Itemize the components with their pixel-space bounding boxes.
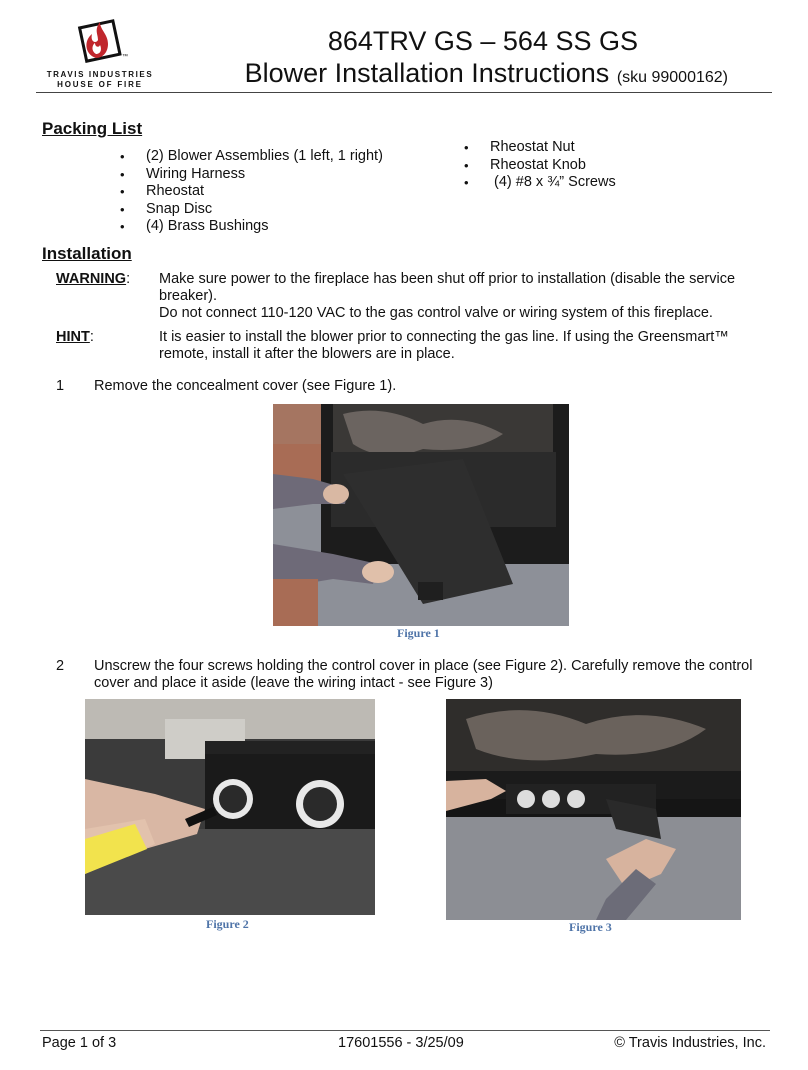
list-item: • (2) Blower Assemblies (1 left, 1 right): [146, 148, 383, 166]
hint-label: [56, 329, 94, 346]
logo-line1: TRAVIS INDUSTRIES: [46, 70, 154, 79]
list-item: • (4) #8 x ¾” Screws: [490, 174, 616, 192]
sku-number: (sku 99000162): [616, 69, 728, 86]
warning-line1: Make sure power to the fireplace has been shut off prior to installation (disable the service breaker).: [159, 271, 736, 304]
step-number: 1: [56, 378, 65, 394]
figure-2-caption: Figure 2: [206, 917, 249, 931]
subtitle-text: Blower Installation Instructions: [244, 58, 610, 88]
step-number: 2: [56, 658, 65, 674]
figure-1-photo: [273, 404, 569, 626]
hint-text: It is easier to install the blower prior to connecting the gas line. If using the Greensmart™ remote, install it after the blowers are in place.: [159, 329, 729, 362]
warning-colon: :: [126, 271, 131, 287]
document-number: 17601556 - 3/25/09: [338, 1035, 464, 1051]
hint-label-text: HINT: [56, 329, 90, 345]
header-divider: [36, 92, 772, 93]
logo-tm: ™: [122, 54, 128, 60]
copyright: © Travis Industries, Inc.: [614, 1035, 766, 1051]
step-text: Remove the concealment cover (see Figure 1).: [94, 378, 397, 394]
installation-heading: Installation: [42, 244, 132, 263]
hint-colon: :: [89, 329, 94, 345]
figure-3-caption: Figure 3: [569, 920, 612, 934]
packing-list-heading: Packing List: [42, 119, 143, 138]
packing-list-col1: [146, 148, 383, 236]
step-text: Unscrew the four screws holding the control cover in place (see Figure 2). Carefully remove the control cover and place it aside (leave the wiring intact - see Figure 3): [94, 658, 753, 691]
warning-text: [159, 271, 759, 322]
figure-1-caption: Figure 1: [397, 626, 440, 640]
document-title: 864TRV GS – 564 SS GS: [327, 26, 638, 56]
list-item: • Rheostat Knob: [490, 157, 616, 175]
figure-3-image: [446, 699, 741, 920]
warning-line2: Do not connect 110-120 VAC to the gas control valve or wiring system of this fireplace.: [159, 305, 713, 321]
document-subtitle: [245, 58, 728, 89]
figure-1-image: [273, 404, 569, 626]
footer-divider: [40, 1030, 770, 1031]
list-item: • Snap Disc: [146, 201, 383, 219]
list-item: • Rheostat Nut: [490, 139, 616, 157]
travis-logo: [40, 14, 160, 94]
list-item: • Rheostat: [146, 183, 383, 201]
logo-line2: HOUSE OF FIRE: [57, 80, 143, 89]
packing-list-col2: [490, 139, 616, 192]
page-number: Page 1 of 3: [42, 1035, 117, 1051]
flame-logo-icon: [40, 14, 160, 70]
list-item: • (4) Brass Bushings: [146, 218, 383, 236]
warning-label-text: WARNING: [56, 271, 127, 287]
list-item: • Wiring Harness: [146, 166, 383, 184]
figure-2-photo: [85, 699, 375, 915]
figure-2-image: [85, 699, 375, 915]
figure-3-photo: [446, 699, 741, 920]
warning-label: [56, 271, 130, 288]
